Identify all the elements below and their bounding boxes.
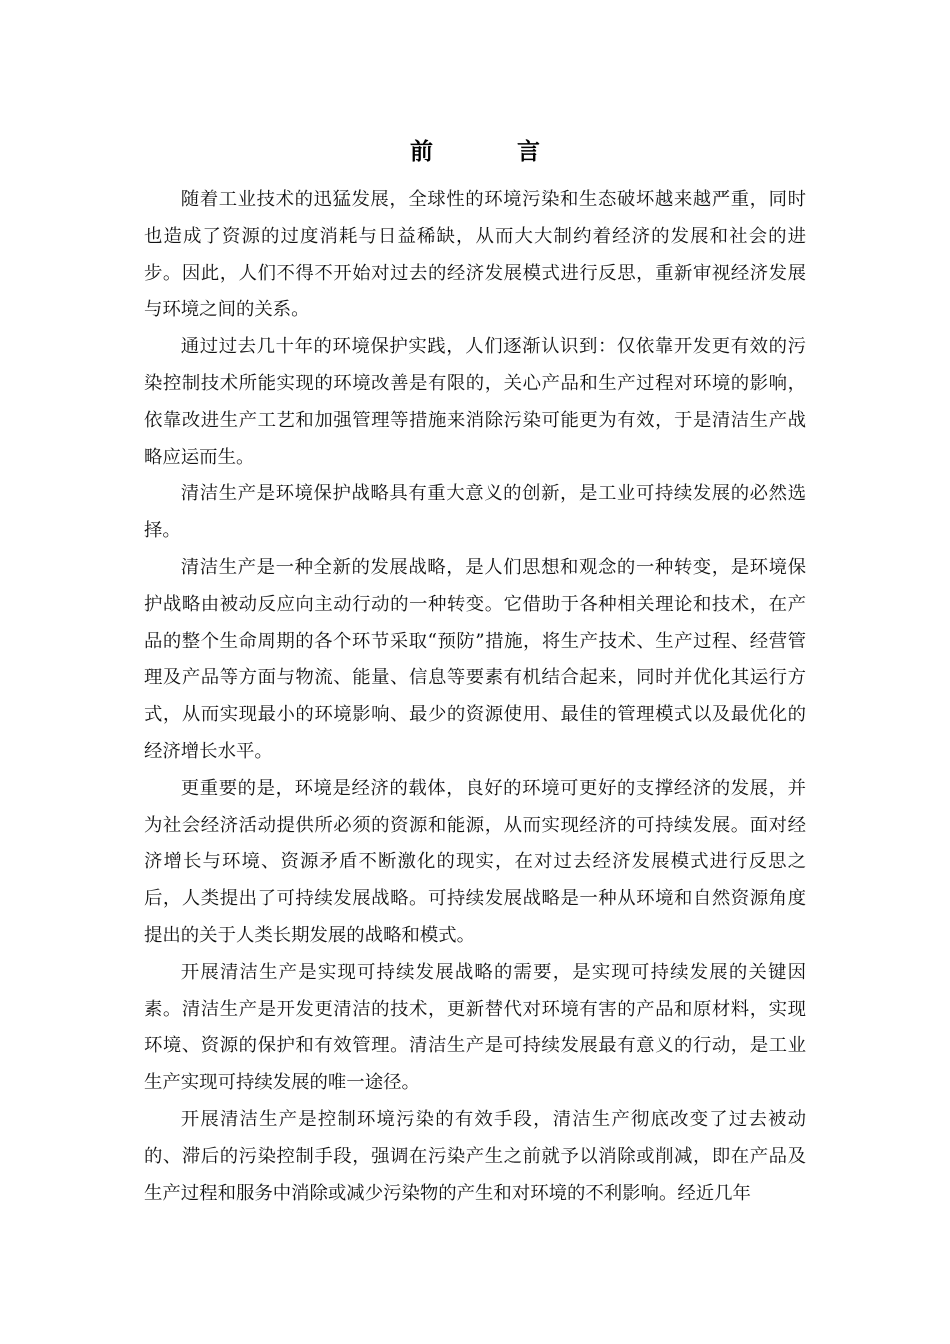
- paragraph: 开展清洁生产是控制环境污染的有效手段，清洁生产彻底改变了过去被动的、滞后的污染控制手段，强调在污染产生之前就予以消除或削减，即在产品及生产过程和服务中消除或减少污染物的产生和对环境的不利影响。经近几年: [144, 1108, 806, 1204]
- page-title: 前 言: [409, 138, 578, 165]
- paragraph: 通过过去几十年的环境保护实践，人们逐渐认识到：仅依靠开发更有效的污染控制技术所能实现的环境改善是有限的，关心产品和生产过程对环境的影响，依靠改进生产工艺和加强管理等措施来消除污染可能更为有效，于是清洁生产战略应运而生。: [144, 336, 806, 468]
- body-text: [144, 182, 806, 1212]
- paragraph: 清洁生产是环境保护战略具有重大意义的创新，是工业可持续发展的必然选择。: [144, 483, 806, 542]
- paragraph: 清洁生产是一种全新的发展战略，是人们思想和观念的一种转变，是环境保护战略由被动反应向主动行动的一种转变。它借助于各种相关理论和技术，在产品的整个生命周期的各个环节采取“预防”措施，将生产技术、生产过程、经营管理及产品等方面与物流、能量、信息等要素有机结合起来，同时并优化其运行方式，从而实现最小的环境影响、最少的资源使用、最佳的管理模式以及最优化的经济增长水平。: [144, 556, 806, 762]
- paragraph: 更重要的是，环境是经济的载体，良好的环境可更好的支撑经济的发展，并为社会经济活动提供所必须的资源和能源，从而实现经济的可持续发展。面对经济增长与环境、资源矛盾不断激化的现实，在对过去经济发展模式进行反思之后，人类提出了可持续发展战略。可持续发展战略是一种从环境和自然资源角度提出的关于人类长期发展的战略和模式。: [144, 777, 806, 946]
- paragraph: 随着工业技术的迅猛发展，全球性的环境污染和生态破坏越来越严重，同时也造成了资源的过度消耗与日益稀缺，从而大大制约着经济的发展和社会的进步。因此，人们不得不开始对过去的经济发展模式进行反思，重新审视经济发展与环境之间的关系。: [144, 189, 806, 321]
- paragraph: 开展清洁生产是实现可持续发展战略的需要，是实现可持续发展的关键因素。清洁生产是开发更清洁的技术，更新替代对环境有害的产品和原材料，实现环境、资源的保护和有效管理。清洁生产是可持续发展最有意义的行动，是工业生产实现可持续发展的唯一途径。: [144, 961, 806, 1094]
